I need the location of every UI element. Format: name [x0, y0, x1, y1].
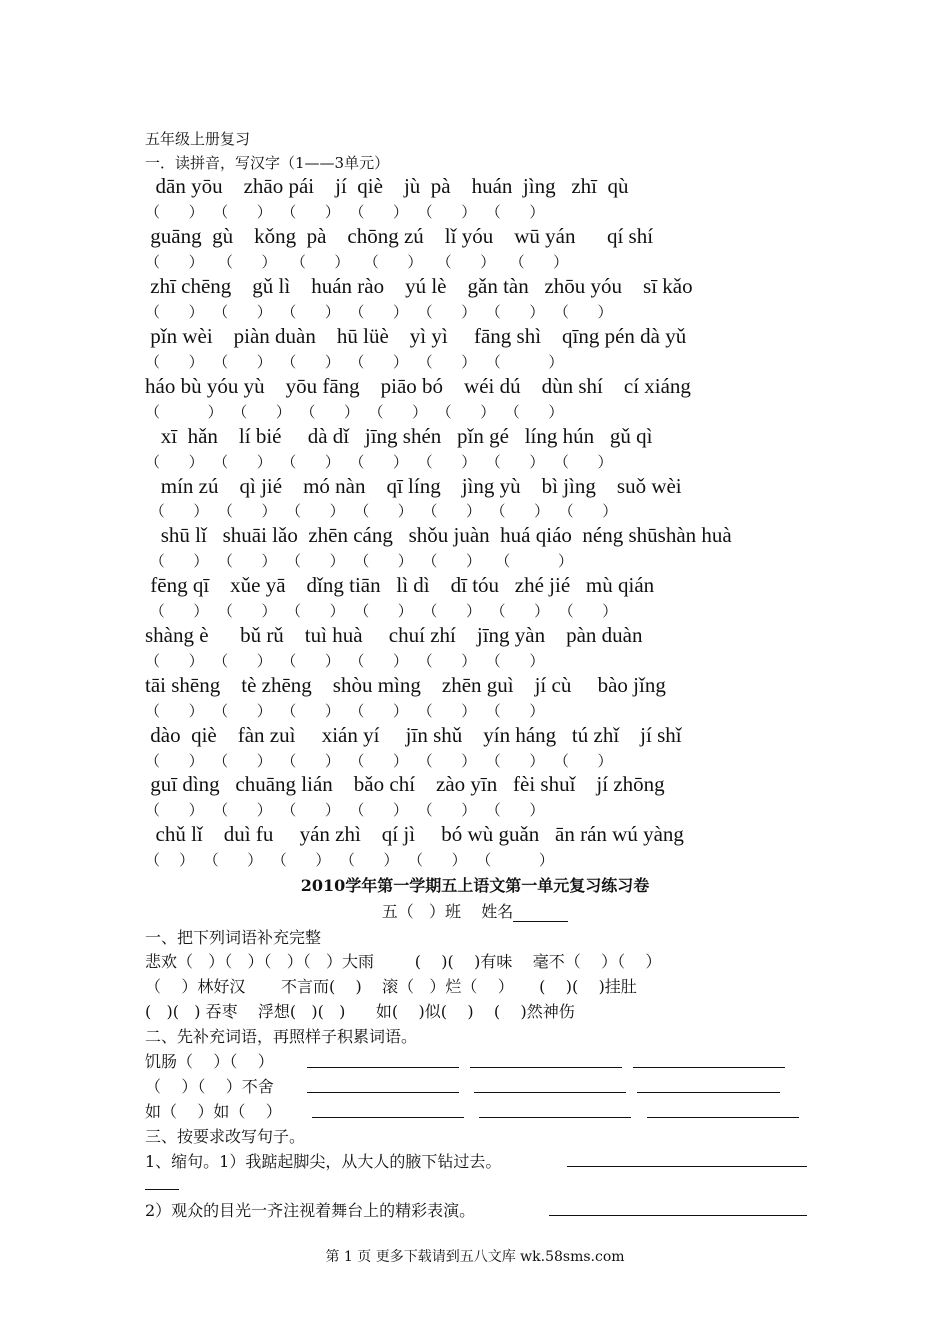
class-label: 五（ ）班 姓名 — [381, 902, 514, 921]
pinyin-row: shàng è bǔ rǔ tuì huà chuí zhí jīng yàn pàn duàn — [145, 623, 643, 647]
pinyin-row: fēng qī xǔe yā dǐng tiān lì dì dī tóu zhé jié mù qián — [145, 573, 655, 597]
words-heading: 二、先补充词语，再照样子积累词语。 — [145, 1027, 418, 1046]
bracket-row: （ ） （ ） （ ） （ ） （ ） （ ） （ ） — [145, 303, 613, 321]
name-blank[interactable] — [513, 905, 568, 922]
rewrite-heading: 三、按要求改写句子。 — [145, 1127, 306, 1146]
pinyin-row: guāng gù kǒng pà chōng zú lǐ yóu wū yán qí shí — [145, 224, 654, 248]
section1-title: 一．读拼音，写汉字（1——3单元） — [145, 154, 390, 172]
rewrite-question: 1、缩句。1）我踮起脚尖，从大人的腋下钻过去。 — [145, 1152, 502, 1171]
rewrite-question: 2）观众的目光一齐注视着舞台上的精彩表演。 — [145, 1201, 476, 1220]
grade-title: 五年级上册复习 — [145, 130, 251, 148]
class-name-line — [0, 899, 950, 922]
pinyin-row: guī dìng chuāng lián bǎo chí zào yīn fèi shuǐ jí zhōng — [145, 772, 665, 796]
pinyin-row: mín zú qì jié mó nàn qī líng jìng yù bì jìng suǒ wèi — [145, 474, 682, 498]
pinyin-row: dào qiè fàn zuì xián yí jīn shǔ yín háng tú zhǐ jí shǐ — [145, 723, 682, 747]
answer-blank[interactable] — [312, 1117, 464, 1118]
pinyin-row: chǔ lǐ duì fu yán zhì qí jì bó wù guǎn ān rán wú yàng — [145, 822, 684, 846]
words-row-label: 如（ ）如（ ） — [145, 1102, 282, 1121]
pinyin-row: xī hǎn lí bié dà dǐ jīng shén pǐn gé líng hún gǔ qì — [145, 424, 653, 448]
words-row-label: 饥肠（ ）（ ） — [145, 1052, 274, 1071]
pinyin-row: zhī chēng gǔ lì huán rào yú lè gǎn tàn zhōu yóu sī kǎo — [145, 274, 693, 298]
answer-blank[interactable] — [470, 1067, 622, 1068]
fill-line: ( )( ) 吞枣 浮想( )( ) 如( )似( ) ( )然神伤 — [145, 1002, 575, 1021]
exam-title: 2010学年第一学期五上语文第一单元复习练习卷 — [300, 876, 650, 895]
answer-blank[interactable] — [474, 1092, 626, 1093]
bracket-row: （ ） （ ） （ ） （ ） （ ） （ ） — [145, 652, 545, 670]
bracket-row: （ ） （ ） （ ） （ ） （ ） （ ） （ ） — [145, 602, 618, 620]
answer-blank[interactable] — [567, 1166, 807, 1167]
bracket-row: （ ） （ ） （ ） （ ） （ ） （ ） — [145, 851, 554, 869]
answer-blank[interactable] — [647, 1117, 799, 1118]
bracket-row: （ ） （ ） （ ） （ ） （ ） （ ） — [145, 353, 564, 371]
words-row-label: （ ）（ ）不舍 — [145, 1077, 274, 1096]
bracket-row: （ ） （ ） （ ） （ ） （ ） （ ） — [145, 801, 545, 819]
answer-blank[interactable] — [549, 1215, 807, 1216]
answer-blank[interactable] — [307, 1092, 459, 1093]
fill-heading: 一、把下列词语补充完整 — [145, 928, 322, 947]
answer-blank[interactable] — [637, 1092, 780, 1093]
pinyin-row: shū lǐ shuāi lǎo zhēn cáng shǒu juàn huá qiáo néng shūshàn huà — [145, 523, 732, 547]
bracket-row: （ ） （ ） （ ） （ ） （ ） （ ） — [145, 702, 545, 720]
fill-line: （ ）林好汉 不言而( ) 滚（ ）烂（ ） ( )( )挂肚 — [145, 977, 637, 996]
pinyin-row: pǐn wèi piàn duàn hū lüè yì yì fāng shì qīng pén dà yǔ — [145, 324, 687, 348]
answer-blank[interactable] — [307, 1067, 459, 1068]
answer-blank[interactable] — [633, 1067, 785, 1068]
bracket-row: （ ） （ ） （ ） （ ） （ ） （ ） （ ） — [145, 752, 613, 770]
bracket-row: （ ） （ ） （ ） （ ） （ ） （ ） （ ） — [145, 453, 613, 471]
bracket-row: （ ） （ ） （ ） （ ） （ ） （ ） （ ） — [145, 502, 618, 520]
bracket-row: （ ） （ ） （ ） （ ） （ ） （ ） — [145, 403, 564, 421]
pinyin-row: tāi shēng tè zhēng shòu mìng zhēn guì jí cù bào jǐng — [145, 673, 666, 697]
page-footer: 第 1 页 更多下载请到五八文库 wk.58sms.com — [325, 1249, 625, 1265]
bracket-row: （ ） （ ） （ ） （ ） （ ） （ ） — [145, 253, 569, 271]
pinyin-row: dān yōu zhāo pái jí qiè jù pà huán jìng zhī qù — [145, 174, 629, 198]
pinyin-row: háo bù yóu yù yōu fāng piāo bó wéi dú dùn shí cí xiáng — [145, 374, 691, 398]
fill-line: 悲欢（ ）（ ）（ ）（ ）大雨 ( )( )有味 毫不（ ）（ ） — [145, 952, 662, 971]
answer-blank[interactable] — [479, 1117, 631, 1118]
bracket-row: （ ） （ ） （ ） （ ） （ ） （ ） — [145, 203, 545, 221]
answer-blank[interactable] — [145, 1189, 179, 1190]
bracket-row: （ ） （ ） （ ） （ ） （ ） （ ） — [145, 552, 573, 570]
